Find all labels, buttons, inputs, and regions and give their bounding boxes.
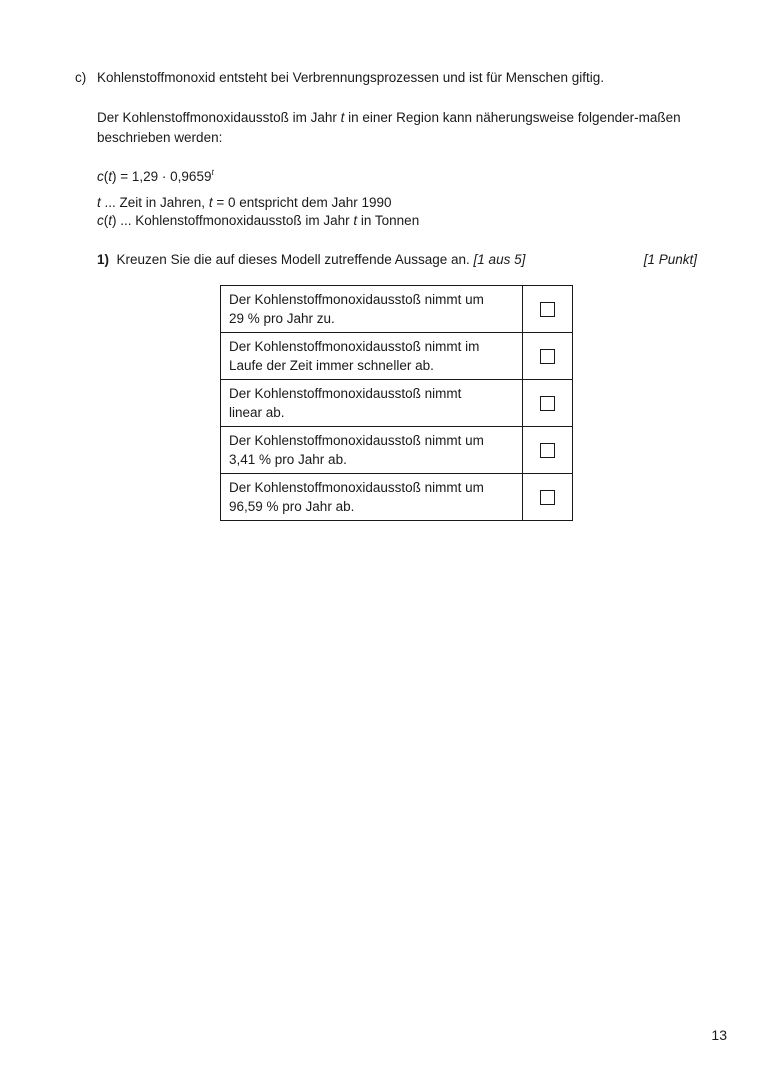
option-2-checkbox[interactable]	[540, 349, 555, 364]
option-line2: 29 % pro Jahr zu.	[229, 311, 335, 326]
option-row	[221, 380, 573, 427]
option-checkbox-cell	[523, 286, 573, 333]
page-number: 13	[711, 1027, 727, 1043]
option-3-checkbox[interactable]	[540, 396, 555, 411]
options-table	[220, 285, 573, 521]
legend-output-text1: ) ... Kohlenstoffmonoxidausstoß im Jahr	[112, 213, 354, 228]
option-checkbox-cell	[523, 380, 573, 427]
option-line2: linear ab.	[229, 405, 285, 420]
formula-rhs: ) = 1,29 · 0,9659	[112, 169, 212, 184]
option-row	[221, 286, 573, 333]
task-text: Kreuzen Sie die auf dieses Modell zutreffende Aussage an.	[116, 252, 470, 267]
option-text	[221, 427, 523, 474]
legend-output-var: c	[97, 213, 104, 228]
formula-exponent: t	[211, 168, 214, 177]
option-line2: 96,59 % pro Jahr ab.	[229, 499, 355, 514]
option-line1: Der Kohlenstoffmonoxidausstoß nimmt um	[229, 433, 484, 448]
paragraph-part2: in einer Region kann näherungsweise folgender-maßen beschrieben werden:	[97, 110, 681, 145]
paragraph-variable: t	[340, 110, 345, 125]
legend-time-text1: ... Zeit in Jahren,	[100, 195, 209, 210]
legend-time-var: t	[97, 195, 101, 210]
option-row	[221, 333, 573, 380]
option-line1: Der Kohlenstoffmonoxidausstoß nimmt	[229, 386, 462, 401]
option-checkbox-cell	[523, 474, 573, 521]
task-number: 1)	[97, 252, 110, 267]
option-line1: Der Kohlenstoffmonoxidausstoß nimmt im	[229, 339, 480, 354]
option-line2: Laufe der Zeit immer schneller ab.	[229, 358, 434, 373]
legend-output-arg: t	[108, 213, 113, 228]
section-letter: c)	[75, 70, 87, 85]
option-line2: 3,41 % pro Jahr ab.	[229, 452, 347, 467]
option-4-checkbox[interactable]	[540, 443, 555, 458]
option-checkbox-cell	[523, 333, 573, 380]
legend-output-text2: in Tonnen	[357, 213, 420, 228]
option-1-checkbox[interactable]	[540, 302, 555, 317]
option-row	[221, 474, 573, 521]
paragraph-part1: Der Kohlenstoffmonoxidausstoß im Jahr	[97, 110, 341, 125]
formula: $c(t) = 1,29 \cdot 0,9659^t$	[97, 168, 214, 184]
intro-text: Kohlenstoffmonoxid entsteht bei Verbrennungsprozessen und ist für Menschen giftig.	[97, 70, 605, 85]
option-text	[221, 333, 523, 380]
task-hint: [1 aus 5]	[473, 252, 526, 267]
option-line1: Der Kohlenstoffmonoxidausstoß nimmt um	[229, 480, 484, 495]
option-line1: Der Kohlenstoffmonoxidausstoß nimmt um	[229, 292, 484, 307]
option-text	[221, 380, 523, 427]
option-text	[221, 286, 523, 333]
formula-argument: t	[108, 169, 113, 184]
option-row	[221, 427, 573, 474]
legend-time-var2: t	[208, 195, 213, 210]
task-points: [1 Punkt]	[643, 252, 697, 267]
model-description	[97, 108, 687, 148]
task-1	[97, 250, 697, 270]
formula-function: c	[97, 169, 104, 184]
legend-time-text2: = 0 entspricht dem Jahr 1990	[212, 195, 392, 210]
legend-output-var2: t	[353, 213, 358, 228]
legend-time	[97, 193, 392, 213]
option-5-checkbox[interactable]	[540, 490, 555, 505]
legend-output: c(t) ... Kohlenstoffmonoxidausstoß im Jahr t in Tonnen	[97, 213, 420, 228]
option-text	[221, 474, 523, 521]
option-checkbox-cell	[523, 427, 573, 474]
